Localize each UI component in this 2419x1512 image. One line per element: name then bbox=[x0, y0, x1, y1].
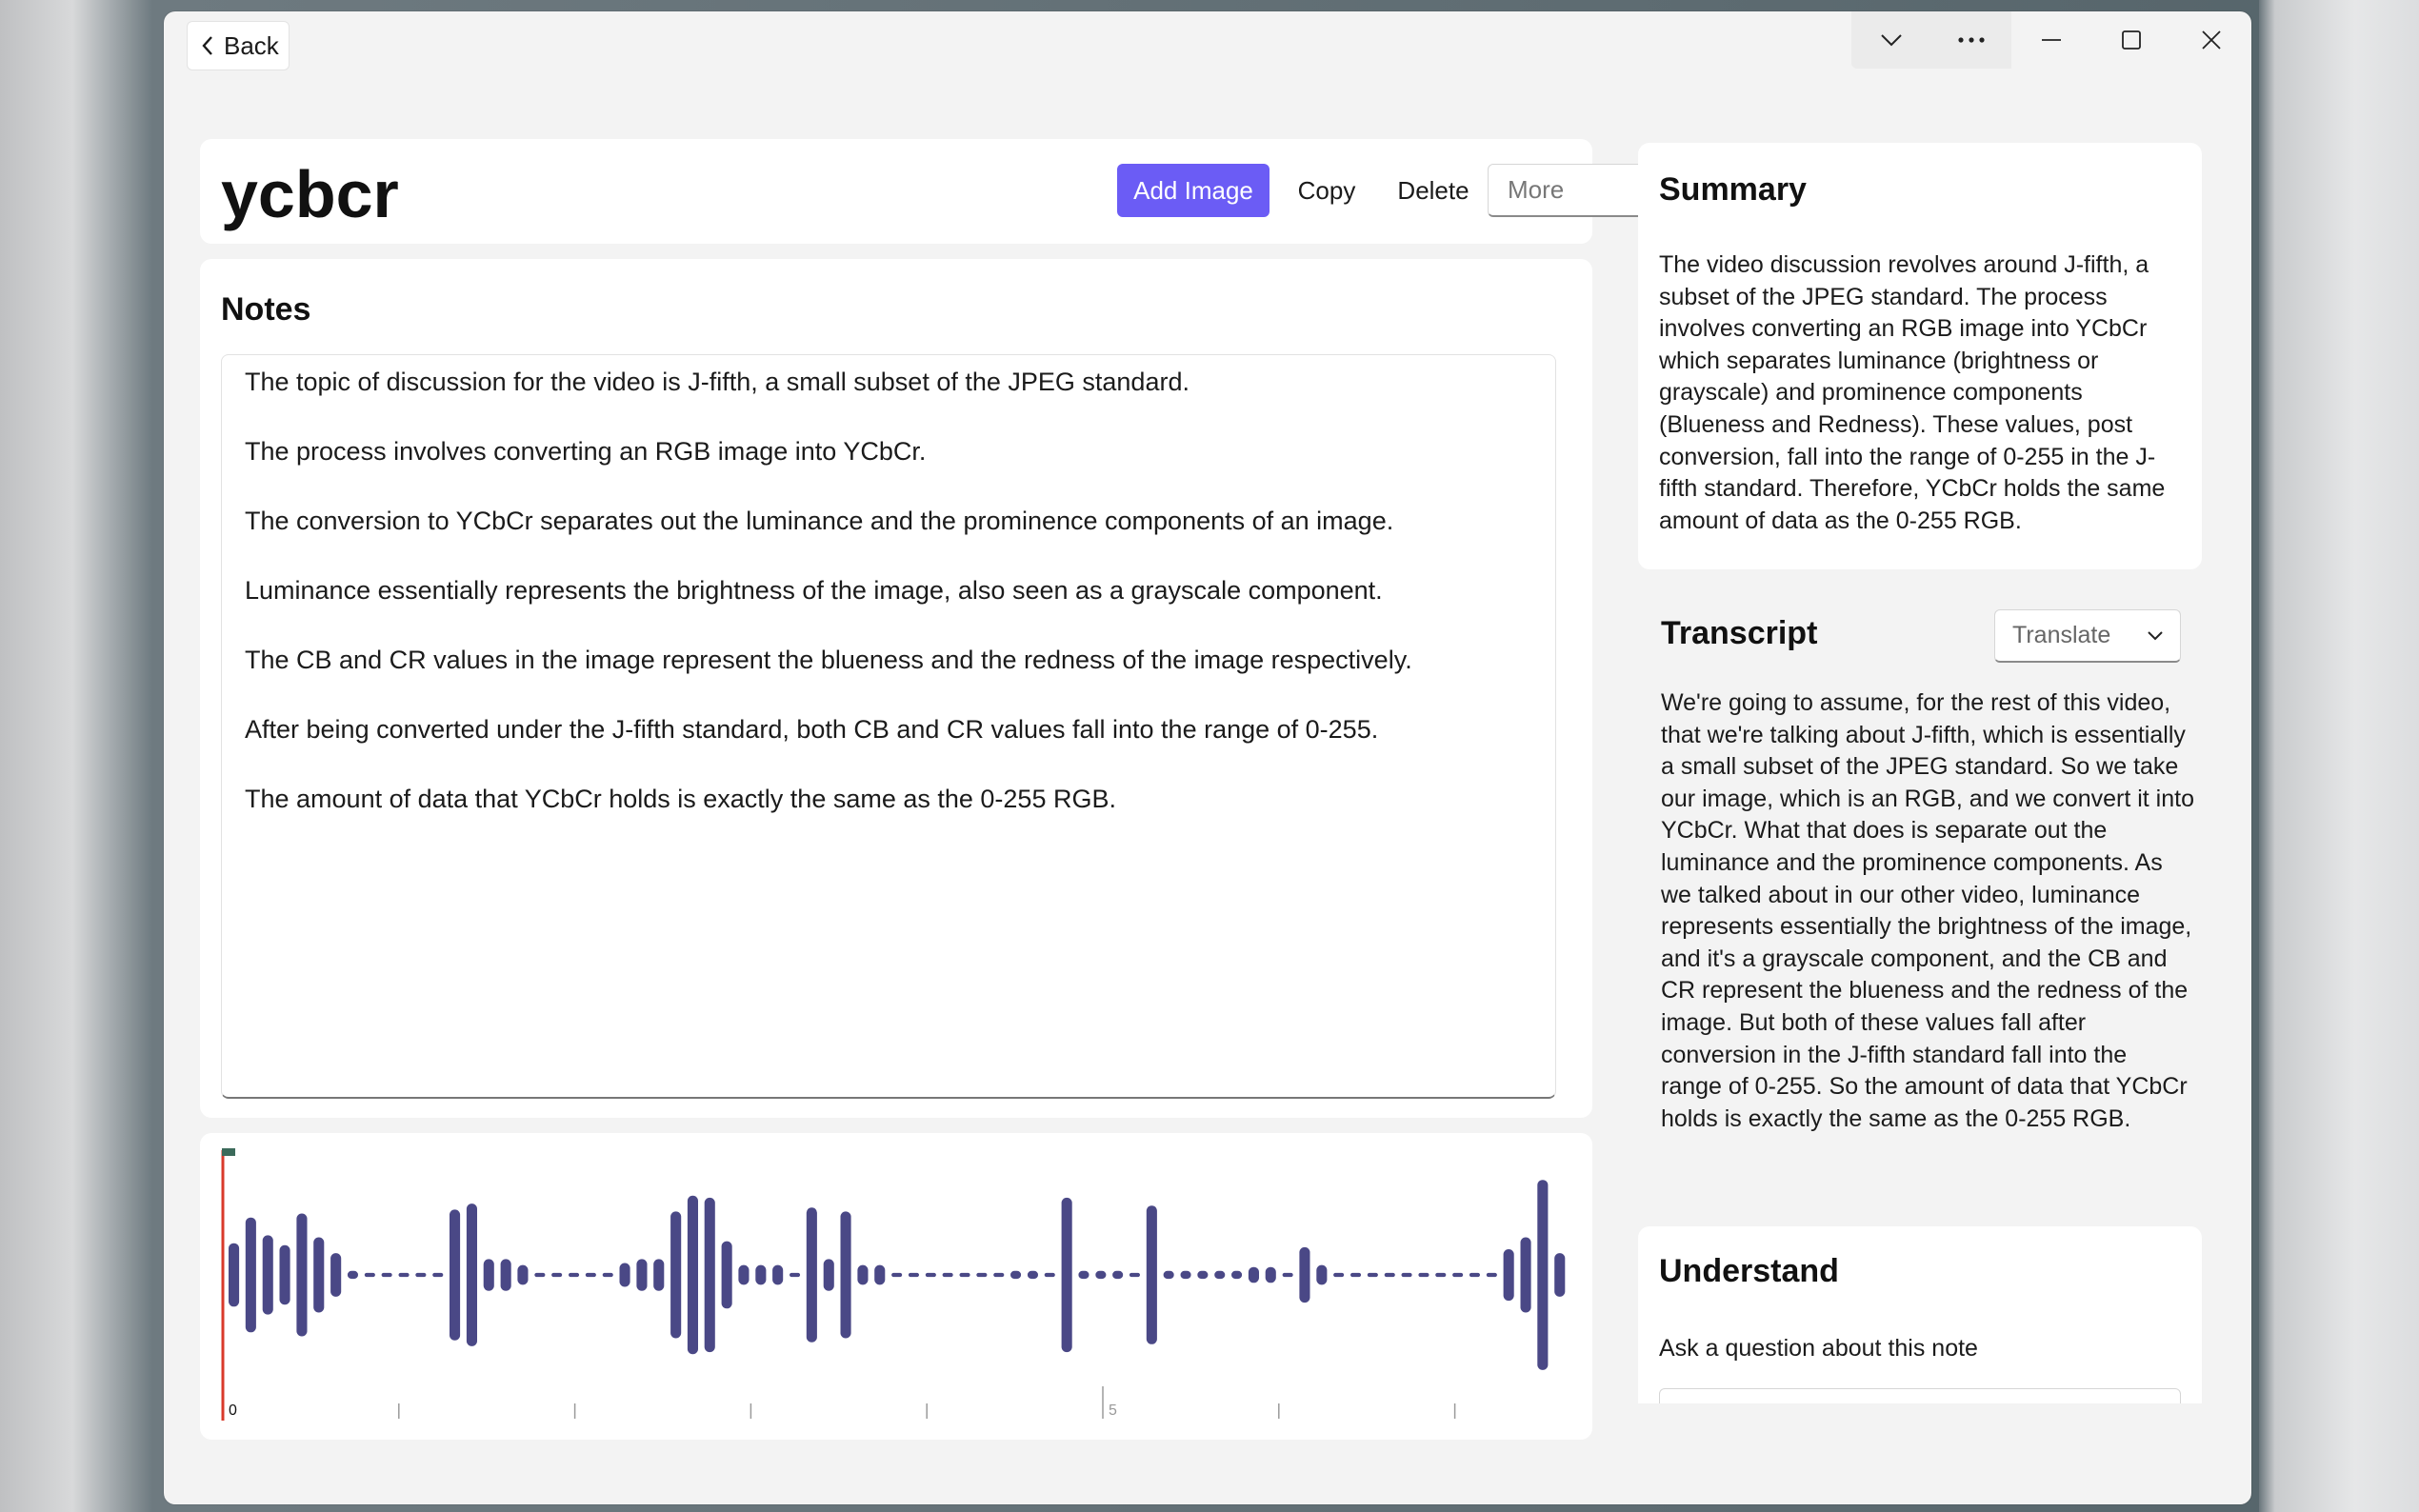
waveform-bar bbox=[1266, 1267, 1276, 1283]
close-button[interactable] bbox=[2171, 11, 2251, 69]
waveform-bar bbox=[415, 1273, 426, 1277]
translate-dropdown[interactable] bbox=[1994, 609, 2181, 663]
delete-button[interactable]: Delete bbox=[1397, 175, 1469, 205]
waveform-bar bbox=[603, 1273, 613, 1277]
close-icon bbox=[2202, 30, 2221, 50]
add-image-button[interactable]: Add Image bbox=[1117, 164, 1269, 217]
waveform-bar bbox=[993, 1273, 1004, 1277]
waveform-bar bbox=[551, 1273, 562, 1277]
notes-textarea[interactable] bbox=[221, 354, 1556, 1099]
maximize-button[interactable] bbox=[2091, 11, 2171, 69]
waveform-bar bbox=[382, 1273, 392, 1277]
more-dropdown-label: More bbox=[1508, 175, 1565, 204]
waveform-bar bbox=[280, 1245, 290, 1304]
waveform-bar bbox=[1028, 1271, 1038, 1279]
note-title: ycbcr bbox=[221, 157, 399, 231]
waveform-bar bbox=[772, 1265, 783, 1285]
waveform-bar bbox=[738, 1265, 749, 1285]
note-line: The process involves converting an RGB image into YCbCr. bbox=[245, 437, 927, 466]
chevron-down-icon bbox=[2148, 631, 2163, 641]
waveform-bar bbox=[313, 1238, 324, 1313]
waveform-bar bbox=[229, 1243, 239, 1307]
waveform-bar bbox=[807, 1207, 817, 1342]
waveform-bar bbox=[1045, 1273, 1055, 1277]
waveform-bar bbox=[653, 1259, 664, 1290]
notes-heading: Notes bbox=[221, 291, 311, 328]
waveform-bar bbox=[1521, 1238, 1531, 1313]
note-line: The amount of data that YCbCr holds is exactly the same as the 0-255 RGB. bbox=[245, 785, 1116, 813]
waveform-bar bbox=[1469, 1273, 1480, 1277]
waveform-bar bbox=[857, 1265, 868, 1285]
waveform-bar bbox=[1181, 1271, 1191, 1279]
waveform-bar bbox=[1452, 1273, 1463, 1277]
translate-label: Translate bbox=[2012, 622, 2111, 648]
audio-waveform-card[interactable] bbox=[200, 1133, 1592, 1440]
minimize-icon bbox=[2042, 38, 2061, 42]
chevron-down-icon bbox=[1880, 33, 1903, 47]
waveform-bar bbox=[909, 1273, 919, 1277]
waveform-bar bbox=[926, 1273, 936, 1277]
waveform-bar bbox=[976, 1273, 987, 1277]
copy-button[interactable]: Copy bbox=[1297, 175, 1356, 205]
waveform-bar bbox=[1487, 1273, 1497, 1277]
waveform-bar bbox=[824, 1259, 834, 1290]
transcript-heading: Transcript bbox=[1661, 615, 1818, 651]
waveform-bar bbox=[1095, 1271, 1106, 1279]
waveform-bar bbox=[688, 1196, 698, 1354]
waveform-bar bbox=[1112, 1271, 1123, 1279]
chevron-left-icon bbox=[201, 35, 214, 56]
transcript-text: We're going to assume, for the rest of this video, that we're talking about J-fifth, which is essentially a small subset of the JPEG standard. So we take our image, which is an RGB, and we convert it into YCbCr. What that does is separate out the luminance and the prominence components. As we talked about in our other video, luminance represents essentially the brightness of the image, and it's a grayscale component, and the CB and CR represent the blueness and the redness of the image. But both of these values fall after conversion in the J-fifth standard fall into the range of 0-255. So the amount of data that YCbCr holds is exactly the same as the 0-255 RGB. bbox=[1661, 689, 2194, 1132]
understand-prompt: Ask a question about this note bbox=[1659, 1335, 1978, 1362]
waveform-bar bbox=[296, 1214, 307, 1337]
waveform-bar bbox=[517, 1265, 528, 1285]
summary-heading: Summary bbox=[1659, 171, 1807, 208]
waveform-bar bbox=[586, 1273, 596, 1277]
waveform-bar bbox=[1368, 1273, 1378, 1277]
note-line: The topic of discussion for the video is J-fifth, a small subset of the JPEG standard. bbox=[245, 368, 1190, 396]
waveform-bar bbox=[670, 1211, 681, 1338]
back-label: Back bbox=[224, 30, 279, 60]
audio-waveform[interactable] bbox=[200, 1133, 1592, 1440]
minimize-button[interactable] bbox=[2011, 11, 2091, 69]
waveform-bar bbox=[1350, 1273, 1361, 1277]
note-line: After being converted under the J-fifth standard, both CB and CR values fall into the range of 0-255. bbox=[245, 715, 1379, 744]
waveform-bar bbox=[569, 1273, 579, 1277]
waveform-bar bbox=[943, 1273, 953, 1277]
waveform-bar bbox=[399, 1273, 410, 1277]
waveform-bar bbox=[263, 1235, 273, 1314]
waveform-bar bbox=[1418, 1273, 1429, 1277]
timeline-tick-label: 5 bbox=[1109, 1403, 1117, 1419]
waveform-bar bbox=[365, 1273, 375, 1277]
waveform-bar bbox=[484, 1259, 494, 1290]
waveform-bar bbox=[1249, 1267, 1259, 1283]
waveform-bar bbox=[1402, 1273, 1412, 1277]
window-bottom-edge bbox=[164, 1497, 2251, 1504]
waveform-bar bbox=[1010, 1271, 1021, 1279]
timeline-tick-label: 0 bbox=[229, 1403, 237, 1419]
playhead-handle[interactable] bbox=[222, 1148, 235, 1156]
back-button[interactable] bbox=[187, 21, 290, 70]
waveform-bar bbox=[1231, 1271, 1242, 1279]
waveform-bar bbox=[432, 1273, 443, 1277]
waveform-bar bbox=[874, 1265, 885, 1285]
note-line: Luminance essentially represents the brightness of the image, also seen as a grayscale component. bbox=[245, 576, 1383, 605]
waveform-bar bbox=[534, 1273, 545, 1277]
waveform-bar bbox=[1299, 1247, 1309, 1303]
waveform-bar bbox=[620, 1263, 630, 1287]
waveform-bar bbox=[501, 1259, 511, 1290]
waveform-bar bbox=[1537, 1180, 1548, 1370]
waveform-bar bbox=[1078, 1271, 1089, 1279]
waveform-bar bbox=[1197, 1271, 1208, 1279]
app-window bbox=[164, 11, 2251, 1504]
waveform-bar bbox=[1554, 1253, 1565, 1297]
dropdown-chevron-button[interactable] bbox=[1851, 11, 1931, 69]
waveform-bar bbox=[1316, 1265, 1327, 1285]
waveform-bar bbox=[1164, 1271, 1174, 1279]
desktop-background-right bbox=[2259, 0, 2419, 1512]
waveform-bar bbox=[1333, 1273, 1344, 1277]
scroll-clip-region bbox=[1638, 1403, 2209, 1504]
waveform-bar bbox=[1062, 1198, 1072, 1352]
summary-text: The video discussion revolves around J-fifth, a subset of the JPEG standard. The process involves converting an RGB image into YCbCr which separates luminance (brightness or grayscale) and prominence components (Blueness and Redness). These values, post conversion, fall into the range of 0-255 in the J-fifth standard. Therefore, YCbCr holds the same amount of data as the 0-255 RGB. bbox=[1659, 251, 2166, 534]
waveform-bar bbox=[841, 1211, 851, 1338]
waveform-bar bbox=[450, 1209, 460, 1340]
summary-card bbox=[1638, 143, 2202, 569]
notes-card bbox=[200, 259, 1592, 1118]
note-line: The CB and CR values in the image represent the blueness and the redness of the image respectively. bbox=[245, 646, 1412, 674]
waveform-bar bbox=[960, 1273, 970, 1277]
title-bar-controls bbox=[1851, 11, 2251, 69]
ellipsis-icon bbox=[1958, 37, 1985, 43]
waveform-bar bbox=[1130, 1273, 1140, 1277]
waveform-bar bbox=[636, 1259, 647, 1290]
waveform-bar bbox=[467, 1204, 477, 1346]
waveform-bar bbox=[1214, 1271, 1225, 1279]
understand-heading: Understand bbox=[1659, 1253, 1839, 1289]
waveform-bar bbox=[1147, 1205, 1157, 1344]
waveform-bar bbox=[755, 1265, 766, 1285]
title-bar-extra-group bbox=[1851, 11, 2011, 69]
waveform-bar bbox=[722, 1242, 732, 1309]
note-line: The conversion to YCbCr separates out the luminance and the prominence components of an image. bbox=[245, 507, 1394, 535]
waveform-bar bbox=[891, 1273, 902, 1277]
note-header-card bbox=[200, 139, 1592, 244]
waveform-bar bbox=[330, 1253, 341, 1297]
more-options-button[interactable] bbox=[1931, 11, 2011, 69]
waveform-bar bbox=[246, 1218, 256, 1333]
waveform-bar bbox=[790, 1273, 800, 1277]
waveform-bar bbox=[348, 1271, 358, 1279]
waveform-bar bbox=[1504, 1249, 1514, 1301]
waveform-bar bbox=[1435, 1273, 1446, 1277]
waveform-bar bbox=[1385, 1273, 1395, 1277]
maximize-icon bbox=[2122, 30, 2141, 50]
waveform-bar bbox=[705, 1198, 715, 1352]
waveform-bar bbox=[1283, 1273, 1293, 1277]
